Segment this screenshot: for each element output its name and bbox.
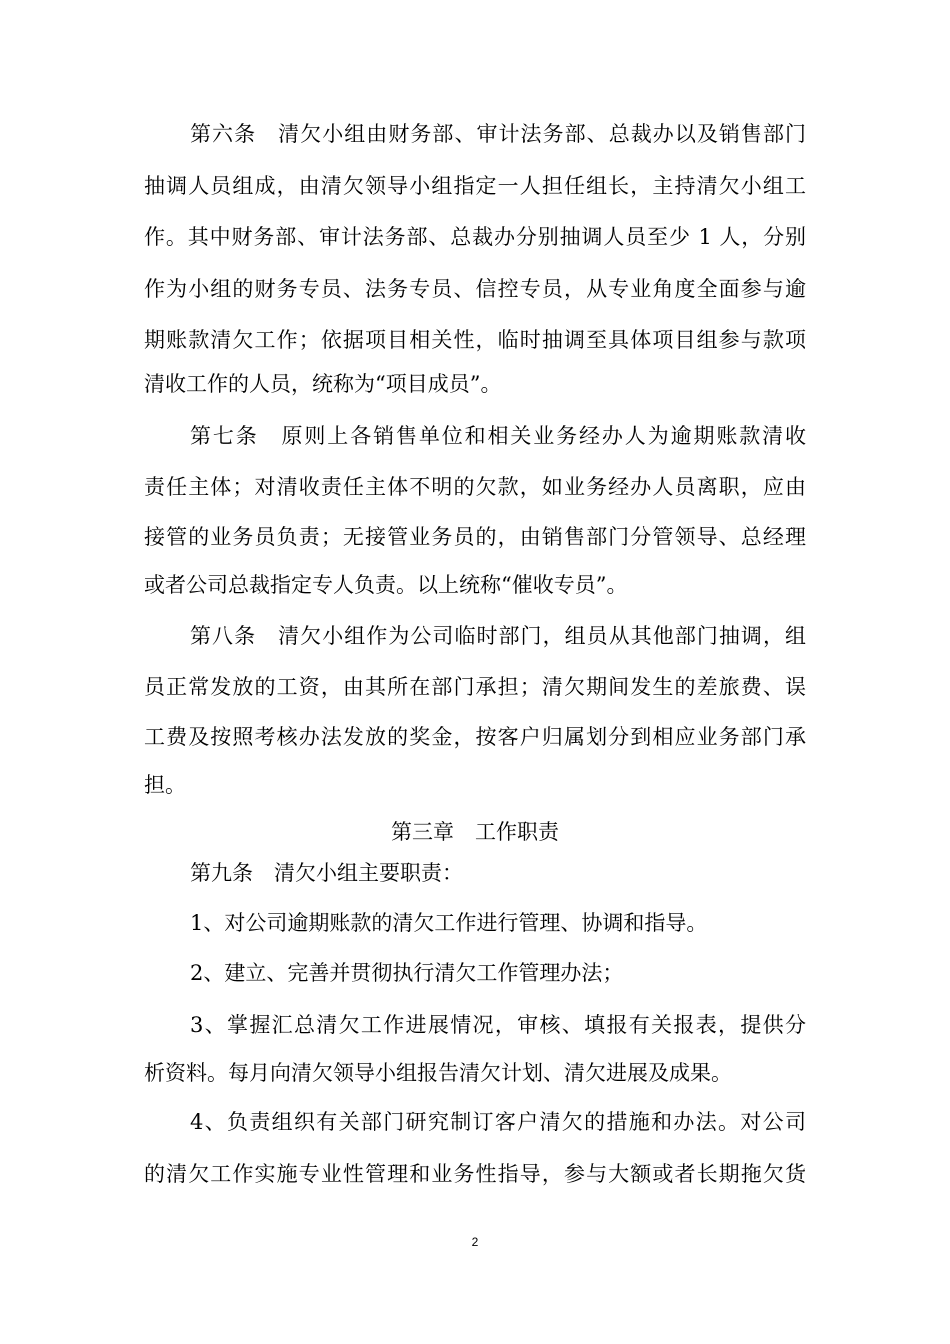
- article-6-line-6: 清收工作的人员，统称为“项目成员”。: [144, 372, 502, 396]
- article-7-line-3: 接管的业务员负责；无接管业务员的，由销售部门分管领导、总经理: [144, 525, 806, 549]
- article-7-line-2: 责任主体；对清收责任主体不明的欠款，如业务经办人员离职，应由: [144, 475, 806, 499]
- chapter-heading: 第三章 工作职责: [391, 820, 559, 844]
- article-6-line-1: 第六条 清欠小组由财务部、审计法务部、总裁办以及销售部门: [190, 122, 806, 146]
- duty-item-1: 1、对公司逾期账款的清欠工作进行管理、协调和指导。: [190, 911, 708, 935]
- article-7-line-4: 或者公司总裁指定专人负责。以上统称“催收专员”。: [144, 573, 628, 597]
- article-8-line-4: 担。: [144, 773, 186, 797]
- article-6-line-5: 期账款清欠工作；依据项目相关性，临时抽调至具体项目组参与款项: [144, 328, 806, 352]
- article-8-line-1: 第八条 清欠小组作为公司临时部门，组员从其他部门抽调，组: [190, 624, 806, 648]
- article-8-line-3: 工费及按照考核办法发放的奖金，按客户归属划分到相应业务部门承: [144, 725, 806, 749]
- article-6-line-3: 作。其中财务部、审计法务部、总裁办分别抽调人员至少 1 人，分别: [144, 225, 806, 249]
- page-number: 2: [471, 1235, 479, 1249]
- article-9-line-1: 第九条 清欠小组主要职责：: [190, 861, 463, 885]
- duty-item-3-line-2: 析资料。每月向清欠领导小组报告清欠计划、清欠进展及成果。: [144, 1061, 732, 1085]
- duty-item-3-line-1: 3、掌握汇总清欠工作进展情况，审核、填报有关报表，提供分: [190, 1013, 806, 1037]
- article-6-line-4: 作为小组的财务专员、法务专员、信控专员，从专业角度全面参与逾: [144, 277, 806, 301]
- duty-item-2: 2、建立、完善并贯彻执行清欠工作管理办法；: [190, 961, 624, 985]
- duty-item-4-line-1: 4、负责组织有关部门研究制订客户清欠的措施和办法。对公司: [190, 1110, 806, 1134]
- article-8-line-2: 员正常发放的工资，由其所在部门承担；清欠期间发生的差旅费、误: [144, 675, 806, 699]
- article-7-line-1: 第七条 原则上各销售单位和相关业务经办人为逾期账款清收: [190, 424, 806, 448]
- duty-item-4-line-2: 的清欠工作实施专业性管理和业务性指导，参与大额或者长期拖欠货: [144, 1162, 806, 1186]
- article-6-line-2: 抽调人员组成，由清欠领导小组指定一人担任组长，主持清欠小组工: [144, 174, 806, 198]
